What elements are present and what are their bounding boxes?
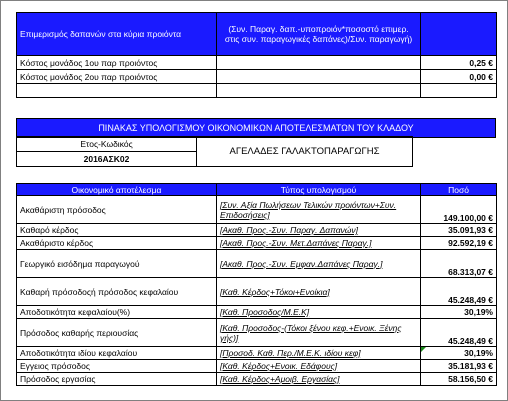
result-name[interactable]: Αποδοτικότητα ιδίου κεφαλαίου — [17, 347, 217, 360]
result-formula[interactable]: [Ακαθ. Προς.-Συν. Παραγ. Δαπανών] — [217, 224, 421, 237]
financial-results-table — [16, 183, 497, 386]
allocation-header-label[interactable]: Επιμερισμός δαπανών στα κύρια προιόντα — [17, 13, 217, 56]
result-formula[interactable]: [Καθ. Κέρδος+Αμοιβ. Εργασίας] — [217, 373, 421, 386]
result-name[interactable]: Πρόσοδος καθαρής περιουσίας — [17, 319, 217, 347]
result-formula[interactable]: [Καθ. Προσοδος/Μ.Ε.Κ] — [217, 306, 421, 319]
result-amount[interactable]: 30,19% — [421, 306, 497, 319]
result-formula[interactable]: [Καθ. Κέρδος+Ενοικ. Εδάφους] — [217, 360, 421, 373]
results-banner[interactable]: ΠΙΝΑΚΑΣ ΥΠΟΛΟΓΙΣΜΟΥ ΟΙΚΟΝΟΜΙΚΩΝ ΑΠΟΤΕΛΕΣΜΑΤΩΝ ΤΟΥ ΚΛΑΔΟΥ — [16, 118, 496, 138]
result-formula[interactable]: [Προσοδ. Καθ. Περ./Μ.Ε.Κ. ιδίου κεφ] — [217, 347, 421, 360]
year-code-label[interactable]: Ετος-Κωδικός — [17, 137, 197, 152]
blank-cell[interactable] — [217, 84, 421, 98]
result-formula[interactable]: [Καθ. Προσοδος-(Τόκοι ξένου κεφ.+Ενοικ. Ξένης γής)] — [217, 319, 421, 347]
result-amount[interactable]: 35.091,93 € — [421, 224, 497, 237]
cost-allocation-table — [16, 12, 497, 98]
branch-title[interactable]: ΑΓΕΛΑΔΕΣ ΓΑΛΑΚΤΟΠΑΡΑΓΩΓΗΣ — [197, 137, 413, 167]
result-name[interactable]: Πρόσοδος εργασίας — [17, 373, 217, 386]
col-header-amount[interactable]: Ποσό — [421, 184, 497, 196]
unit-cost-2-value[interactable]: 0,00 € — [421, 70, 497, 84]
result-formula[interactable]: [Ακαθ. Προς.-Συν. Εμφαν.Δαπάνες Παραγ.] — [217, 250, 421, 278]
branch-code[interactable]: 2016ΑΣΚ02 — [17, 152, 197, 167]
unit-cost-1-value[interactable]: 0,25 € — [421, 56, 497, 70]
result-amount[interactable]: 45.248,49 € — [421, 278, 497, 306]
unit-cost-1-empty[interactable] — [217, 56, 421, 70]
result-amount[interactable]: 35.181,93 € — [421, 360, 497, 373]
result-amount[interactable]: 45.248,49 € — [421, 319, 497, 347]
result-name[interactable]: Καθαρή πρόσοδοςή πρόσοδος κεφαλαίου — [17, 278, 217, 306]
result-amount[interactable]: 30,19% — [421, 347, 497, 360]
unit-cost-1-label[interactable]: Κόστος μονάδος 1ου παρ προιόντος — [17, 56, 217, 70]
blank-cell[interactable] — [421, 84, 497, 98]
col-header-result[interactable]: Οικονομικό αποτέλεσμα — [17, 184, 217, 196]
result-formula[interactable]: [Ακαθ. Προς.-Συν. Μετ.Δαπάνες Παραγ.] — [217, 237, 421, 250]
unit-cost-2-empty[interactable] — [217, 70, 421, 84]
allocation-header-formula[interactable]: (Συν. Παραγ. δαπ.-υποπροιόν*ποσοστό επιμερ. στις συν. παραγωγικές δαπάνες)/Συν. παραγωγή) — [217, 13, 421, 56]
unit-cost-2-label[interactable]: Κόστος μονάδος 2ου παρ προιόντος — [17, 70, 217, 84]
result-formula[interactable]: [Καθ. Κέρδος+Τόκοι+Ενοίκια] — [217, 278, 421, 306]
result-name[interactable]: Γεωργικό εισόδημα παραγωγού — [17, 250, 217, 278]
result-name[interactable]: Καθαρό κέρδος — [17, 224, 217, 237]
allocation-header-value[interactable] — [421, 13, 497, 56]
result-name[interactable]: Ακαθάριστο κέρδος — [17, 237, 217, 250]
blank-cell[interactable] — [17, 84, 217, 98]
result-name[interactable]: Εγγειος πρόσοδος — [17, 360, 217, 373]
branch-ident-table — [16, 136, 413, 167]
result-name[interactable]: Ακαθάριστη πρόσοδος — [17, 196, 217, 224]
result-amount[interactable]: 149.100,00 € — [421, 196, 497, 224]
result-name[interactable]: Αποδοτικότητα κεφαλαίου(%) — [17, 306, 217, 319]
col-header-formula[interactable]: Τύπος υπολογισμού — [217, 184, 421, 196]
result-formula[interactable]: [Συν. Αξία Πωλήσεων Τελικών προιόντων+Συν. Επιδοσήσεις] — [217, 196, 421, 224]
result-amount[interactable]: 92.592,19 € — [421, 237, 497, 250]
result-amount[interactable]: 58.156,50 € — [421, 373, 497, 386]
result-amount[interactable]: 68.313,07 € — [421, 250, 497, 278]
